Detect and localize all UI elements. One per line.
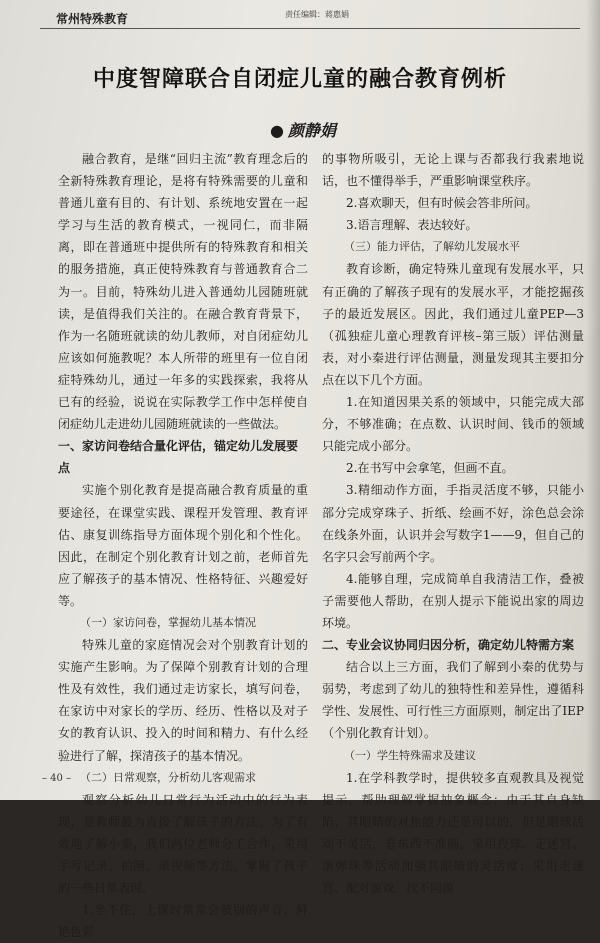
subsection-heading: （一）学生特殊需求及建议 (344, 748, 476, 762)
author-line (270, 118, 336, 141)
body-paragraph: 教育诊断，确定特殊儿童现有发展水平，只有正确的了解孩子现有的发展水平，才能挖掘孩子的最近发展区。因此，我们通过儿童PEP—3（孤独症儿童心理教育评核–第三版）评估测量表，对小秦进行评估测量，测量发现其主要扣分点在以下几个方面。 (322, 262, 584, 387)
author-name: 颜静娟 (287, 121, 336, 140)
section-heading: 一、家访问卷结合量化评估，锚定幼儿发展要点 (58, 439, 299, 476)
body-paragraph: 3.语言理解、表达较好。 (346, 218, 478, 233)
subsection-heading: （一）家访问卷，掌握幼儿基本情况 (80, 615, 256, 629)
body-paragraph: 2.在书写中会拿笔，但画不直。 (346, 461, 514, 476)
body-paragraph: 观察分析幼儿日常行为活动中的行为表现，是教师最为直接了解孩子的方法。为了有效地了解小秦，我们两位老师分工合作，采用手写记录、拍照、录视频等方法，掌握了孩子的一些日常表现。 (58, 792, 308, 896)
subsection-heading: （三）能力评估，了解幼儿发展水平 (344, 240, 520, 254)
body-paragraph: 融合教育，是继“回归主流”教育理念后的全新特殊教育理论，是将有特殊需要的儿童和普通儿童有目的、有计划、系统地安置在一起学习与生活的教育模式，一视同仁，而非隔离，即在普通班中提供所有的特殊教育和相关的服务措施，真正使特殊教育与普通教育合二为一。目前，特殊幼儿进入普通幼儿园随班就读，是值得我们关注的。在融合教育背景下，作为一名随班就读的幼儿教师，对自闭症幼儿应该如何施教呢？本人所带的班里有一位自闭症特殊幼儿，通过一年多的实践探索，我将从已有的经验，说说在实际教学工作中怎样使自闭症幼儿走进幼儿园随班就读的一些做法。 (58, 152, 308, 432)
subsection-heading: （二）日常观察，分析幼儿客观需求 (80, 770, 256, 784)
body-paragraph: 1.在学科教学时，提供较多直观教具及视觉提示，帮助理解掌握抽象概念；由于其自身缺陷，其眼睛的对焦能力还是可以的，但是眼球活动不灵活，看东西不准确，采用投球、走迷宫、滚弹珠等活动加强其眼睛的灵活度；采用走迷宫、配对游戏、找不同游 (322, 770, 584, 896)
body-paragraph: 1.在知道因果关系的领域中，只能完成大部分，不够准确；在点数、认识时间、钱币的领域只能完成小部分。 (322, 395, 584, 454)
section-heading: 二、专业会议协同归因分析，确定幼儿特需方案 (322, 638, 575, 653)
author-bullet-icon: ● (270, 121, 284, 140)
body-paragraph: 的事物所吸引，无论上课与否都我行我素地说话，也不懂得举手，严重影响课堂秩序。 (322, 152, 584, 189)
body-paragraph: 结合以上三方面，我们了解到小秦的优势与弱势，考虑到了幼儿的独特性和差异性，遵循科学性、发展性、可行性三方面原则，制定出了IEP（个别化教育计划）。 (322, 660, 584, 741)
page-spine-shadow (586, 0, 600, 800)
right-text-column (322, 148, 584, 899)
journal-name: 常州特殊教育 (56, 12, 129, 26)
body-paragraph: 1.坐不住，上课时常常会被别的声音、鲜艳色彩 (58, 903, 308, 940)
body-paragraph: 特殊儿童的家庭情况会对个别教育计划的实施产生影响。为了保障个别教育计划的合理性及有效性，我们通过走访家长，填写问卷，在家访中对家长的学历、经历、性格以及对子女的教育认识、投入的时间和精力、有什么经验进行了解，探清孩子的基本情况。 (58, 638, 308, 763)
body-paragraph: 2.喜欢聊天，但有时候会答非所问。 (346, 196, 538, 211)
running-header (40, 6, 580, 29)
editor-credit: 责任编辑：蒋惠娟 (285, 10, 349, 19)
page-number: – 40 – (42, 773, 72, 784)
article-title: 中度智障联合自闭症儿童的融合教育例析 (92, 66, 507, 92)
body-paragraph: 3.精细动作方面，手指灵活度不够，只能小部分完成穿珠子、折纸、绘画不好，涂色总会涂在线条外面，认识并会写数字1——9，但自己的名字只会写前两个字。 (322, 483, 584, 564)
body-paragraph: 实施个别化教育是提高融合教育质量的重要途径，在课堂实践、课程开发管理、教育评估、康复训练指导方面体现个别化和个性化。因此，在制定个别化教育计划之前，老师首先应了解孩子的基本情况、性格特征、兴趣爱好等。 (58, 483, 308, 608)
left-text-column (58, 148, 308, 943)
body-paragraph: 4.能够自理，完成简单自我清洁工作，叠被子需要他人帮助，在别人提示下能说出家的周边环境。 (322, 571, 584, 630)
